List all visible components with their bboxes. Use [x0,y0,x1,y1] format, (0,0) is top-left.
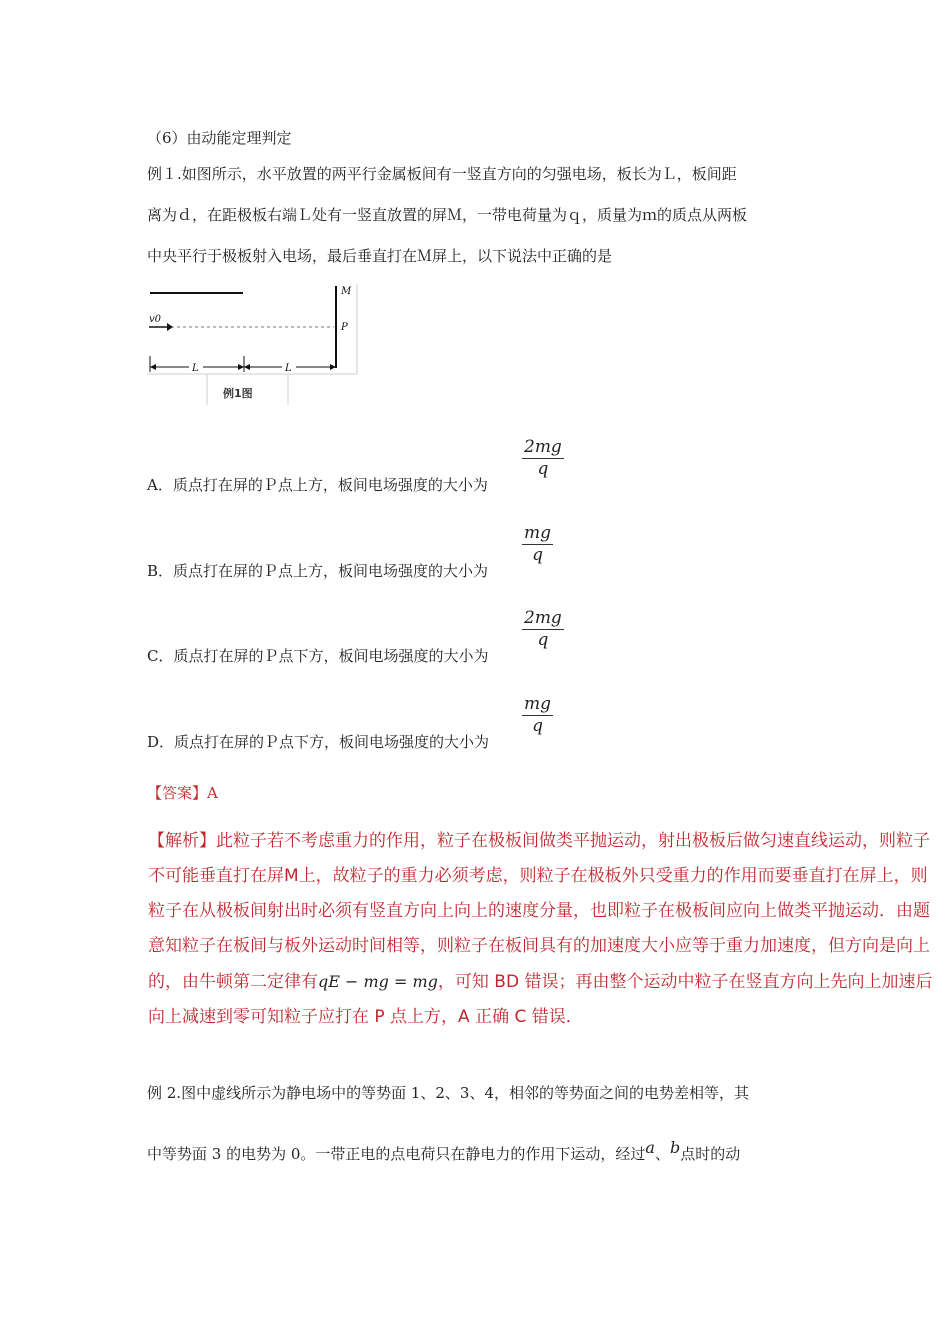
dimension-arrow [244,364,250,370]
fraction-denominator: q [532,716,543,736]
example1-line-2: 离为ｄ，在距极板右端Ｌ处有一竖直放置的屏Ｍ，一带电荷量为ｑ，质量为ｍ的质点从两板 [147,206,748,224]
figure-caption: 例1图 [223,387,253,400]
option-b-fraction [522,523,553,565]
option-c: C．质点打在屏的Ｐ点下方，板间电场强度的大小为 [147,647,489,665]
example2-line-2 [147,1138,741,1164]
label-M: M [341,286,352,297]
dimension-arrow [238,364,244,370]
example1-line-1: 例１.如图所示，水平放置的两平行金属板间有一竖直方向的匀强电场，板长为Ｌ，板间距 [147,165,737,183]
analysis-text-1: 【解析】此粒子若不考虑重力的作用，粒子在极板间做类平抛运动，射出极板后做匀速直线运动，则粒子不可能垂直打在屏M上，故粒子的重力必须考虑，则粒子在极板外只受重力的作用而要垂直打在屏上，则粒子在从极板间射出时必须有竖直方向上向上的速度分量，也即粒子在极板间应向上做类平抛运动．由题意知粒子在板间与板外运动时间相等，则粒子在板间具有的加速度大小应等于重力加速度，但方向是向上的，由牛顿第二定律有 [148,831,930,992]
analysis-text-2: ，可知 BD 错误；再由整个运动中粒子在竖直方向上先向上加速后向上减速到零可知粒子应打在 P 点上方，A 正确 C 错误． [148,972,933,1027]
answer: 【答案】A [147,784,218,802]
analysis-equation: qE − mg = mg [318,972,438,991]
option-b: B．质点打在屏的Ｐ点上方，板间电场强度的大小为 [147,562,489,580]
fraction-numerator: mg [524,694,552,714]
label-v0: v0 [149,314,162,325]
separator: 、 [654,1145,670,1163]
example2-text-1: 中等势面 3 的电势为 0。一带正电的点电荷只在静电力的作用下运动，经过 [147,1145,646,1163]
analysis-paragraph [148,824,938,1035]
velocity-arrow-head [167,323,173,331]
fraction-numerator: 2mg [524,437,562,457]
option-c-fraction [522,608,564,650]
example1-line-3: 中央平行于极板射入电场，最后垂直打在Ｍ屏上，以下说法中正确的是 [147,247,613,265]
label-L2: L [285,363,292,374]
label-L1: L [192,363,199,374]
section-title: （6）由动能定理判定 [147,129,292,147]
fraction-numerator: mg [524,523,552,543]
fraction-numerator: 2mg [524,608,562,628]
fraction-denominator: q [537,630,549,650]
option-d: D．质点打在屏的Ｐ点下方，板间电场强度的大小为 [147,733,490,751]
example2-line-1: 例 2.图中虚线所示为静电场中的等势面 1、2、3、4，相邻的等势面之间的电势差相等，其 [147,1084,750,1102]
symbol-b: b [669,1138,681,1157]
option-a: A．质点打在屏的Ｐ点上方，板间电场强度的大小为 [147,476,488,494]
dimension-arrow [150,364,156,370]
fraction-denominator: q [532,545,543,565]
fraction-denominator: q [537,459,549,479]
label-P: P [341,322,348,333]
example1-figure [145,282,360,407]
option-d-fraction [522,694,553,736]
option-a-fraction [522,437,564,479]
symbol-a: a [645,1138,655,1157]
example2-text-2: 点时的动 [680,1145,741,1163]
